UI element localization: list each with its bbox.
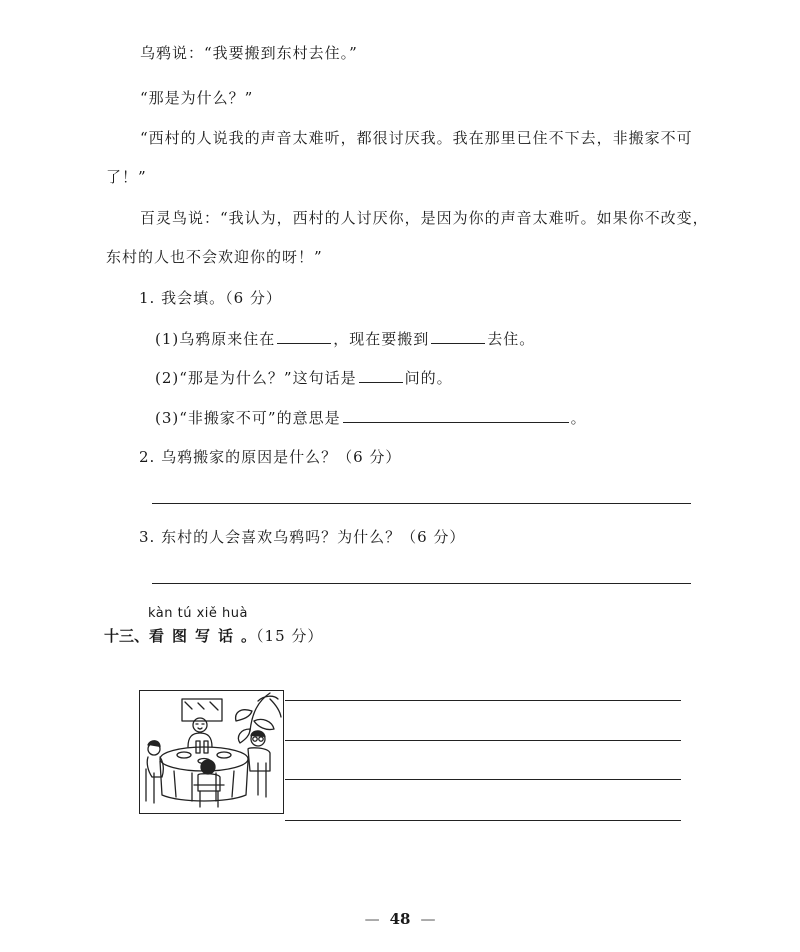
q1-sub3 (155, 407, 587, 428)
grandpa-head (193, 718, 207, 732)
story-line-4a: 百灵鸟说：“我认为，西村的人讨厌你，是因为你的声音太难听。如果你不改变， (140, 209, 709, 227)
section13-number: 十三、 (104, 627, 150, 645)
story-line-3a: “西村的人说我的声音太难听，都很讨厌我。我在那里已住不下去，非搬家不可 (140, 129, 693, 147)
q1-sub2 (155, 367, 453, 388)
story-line-2: “那是为什么？” (140, 89, 254, 107)
page-dash-left: — (364, 910, 380, 928)
writing-line-4[interactable] (285, 820, 681, 821)
answer-blank-1[interactable] (277, 329, 331, 344)
answer-blank-4[interactable] (343, 408, 569, 423)
q1-sub1-text-b: ，现在要搬到 (333, 330, 430, 348)
answer-blank-2[interactable] (431, 329, 485, 344)
story-line-4b: 东村的人也不会欢迎你的呀！” (106, 248, 323, 266)
q1-sub1-text-c: 去住。 (487, 330, 536, 348)
dinner-scene-drawing (140, 691, 282, 812)
q1-sub1 (155, 328, 535, 349)
q1-sub3-text-a: (3)“非搬家不可”的意思是 (155, 409, 341, 427)
q1-sub2-text-a: (2)“那是为什么？”这句话是 (155, 369, 357, 387)
page-number-value: 48 (389, 910, 411, 928)
q2-answer-line[interactable] (152, 503, 691, 504)
writing-line-1[interactable] (285, 700, 681, 701)
section13-heading (104, 625, 323, 646)
story-line-3b: 了！” (106, 168, 147, 186)
answer-blank-3[interactable] (359, 368, 403, 383)
q1-sub1-text-a: (1)乌鸦原来住在 (155, 330, 276, 348)
dinner-table-illustration (139, 690, 284, 814)
section13-pinyin: kàn tú xiě huà (148, 606, 248, 621)
story-line-1: 乌鸦说：“我要搬到东村去住。” (140, 44, 358, 62)
q1-sub3-text-b: 。 (570, 409, 587, 427)
front-child-head (201, 760, 215, 774)
section13-title: 看图写话 (149, 627, 242, 645)
writing-line-3[interactable] (285, 779, 681, 780)
section13-punct: 。 (241, 627, 257, 645)
writing-line-2[interactable] (285, 740, 681, 741)
section13-score: （15 分） (256, 627, 324, 645)
q3-title: 3. 东村的人会喜欢乌鸦吗？为什么？（6 分） (139, 528, 466, 546)
q1-title: 1. 我会填。（6 分） (139, 289, 282, 307)
page-dash-right: — (420, 910, 436, 928)
q1-sub2-text-b: 问的。 (404, 369, 453, 387)
page-number (0, 910, 800, 928)
q3-answer-line[interactable] (152, 583, 691, 584)
q2-title: 2. 乌鸦搬家的原因是什么？（6 分） (139, 448, 402, 466)
